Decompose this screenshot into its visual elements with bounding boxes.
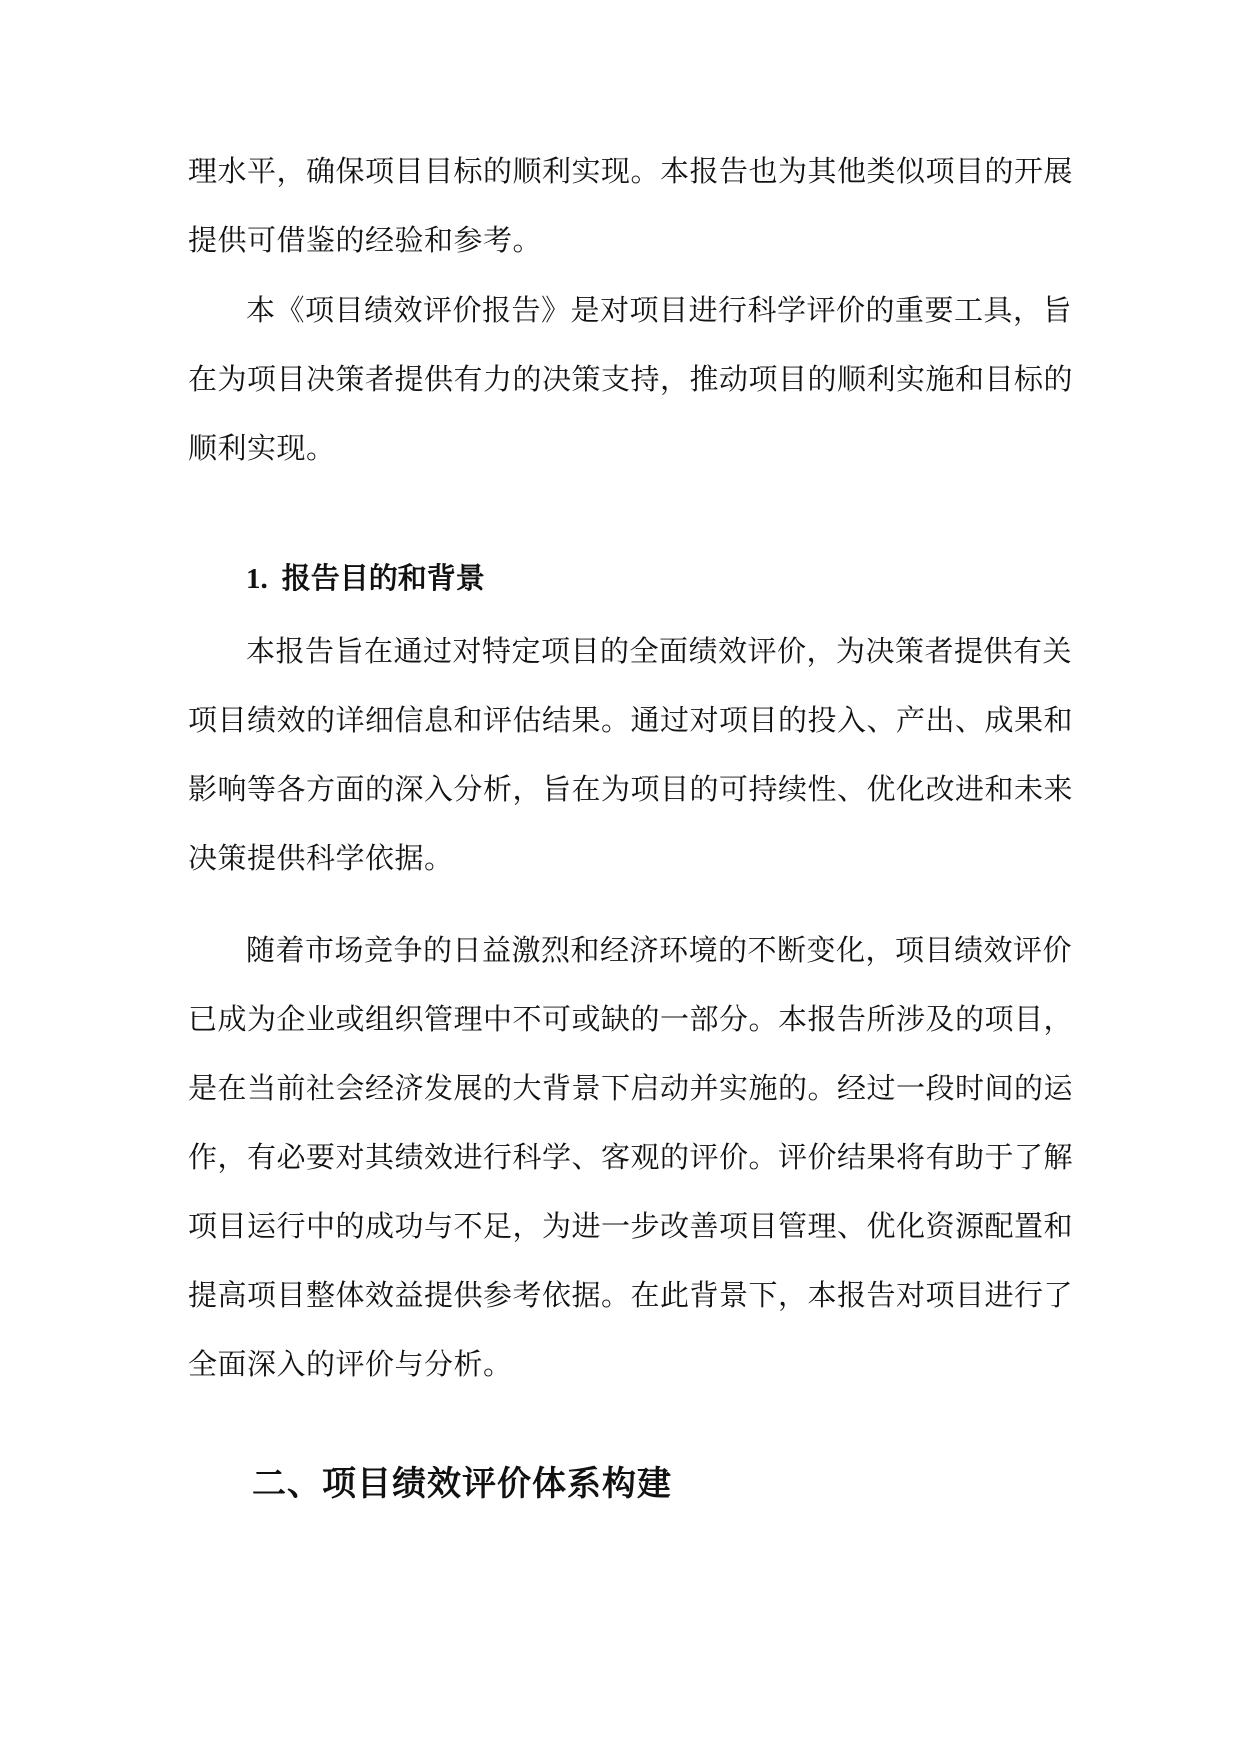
section-1-1-number: 1. bbox=[246, 563, 268, 595]
paragraph-4-line-2: 已成为企业或组织管理中不可或缺的一部分。本报告所涉及的项目， bbox=[188, 1002, 1074, 1036]
paragraph-3-line-2: 项目绩效的详细信息和评估结果。通过对项目的投入、产出、成果和 bbox=[188, 703, 1074, 737]
section-1-1-title: 报告目的和背景 bbox=[281, 561, 485, 595]
paragraph-3-line-1: 本报告旨在通过对特定项目的全面绩效评价，为决策者提供有关 bbox=[246, 634, 1073, 668]
paragraph-4-line-7: 全面深入的评价与分析。 bbox=[188, 1347, 513, 1381]
paragraph-4-line-1: 随着市场竞争的日益激烈和经济环境的不断变化，项目绩效评价 bbox=[246, 933, 1073, 967]
paragraph-3-line-4: 决策提供科学依据。 bbox=[188, 841, 454, 875]
paragraph-1-line-2: 提供可借鉴的经验和参考。 bbox=[188, 223, 543, 257]
paragraph-4-line-4: 作，有必要对其绩效进行科学、客观的评价。评价结果将有助于了解 bbox=[188, 1140, 1074, 1174]
paragraph-2-line-1: 本《项目绩效评价报告》是对项目进行科学评价的重要工具，旨 bbox=[246, 293, 1073, 327]
paragraph-1-line-1: 理水平，确保项目目标的顺利实现。本报告也为其他类似项目的开展 bbox=[188, 154, 1074, 188]
section-1-1-heading bbox=[246, 560, 485, 597]
paragraph-4-line-6: 提高项目整体效益提供参考依据。在此背景下，本报告对项目进行了 bbox=[188, 1278, 1074, 1312]
paragraph-2-line-3: 顺利实现。 bbox=[188, 431, 336, 465]
paragraph-4-line-5: 项目运行中的成功与不足，为进一步改善项目管理、优化资源配置和 bbox=[188, 1209, 1074, 1243]
paragraph-4-line-3: 是在当前社会经济发展的大背景下启动并实施的。经过一段时间的运 bbox=[188, 1071, 1074, 1105]
paragraph-3-line-3: 影响等各方面的深入分析，旨在为项目的可持续性、优化改进和未来 bbox=[188, 772, 1074, 806]
paragraph-2-line-2: 在为项目决策者提供有力的决策支持，推动项目的顺利实施和目标的 bbox=[188, 362, 1074, 396]
section-2-heading: 二、项目绩效评价体系构建 bbox=[252, 1464, 672, 1504]
